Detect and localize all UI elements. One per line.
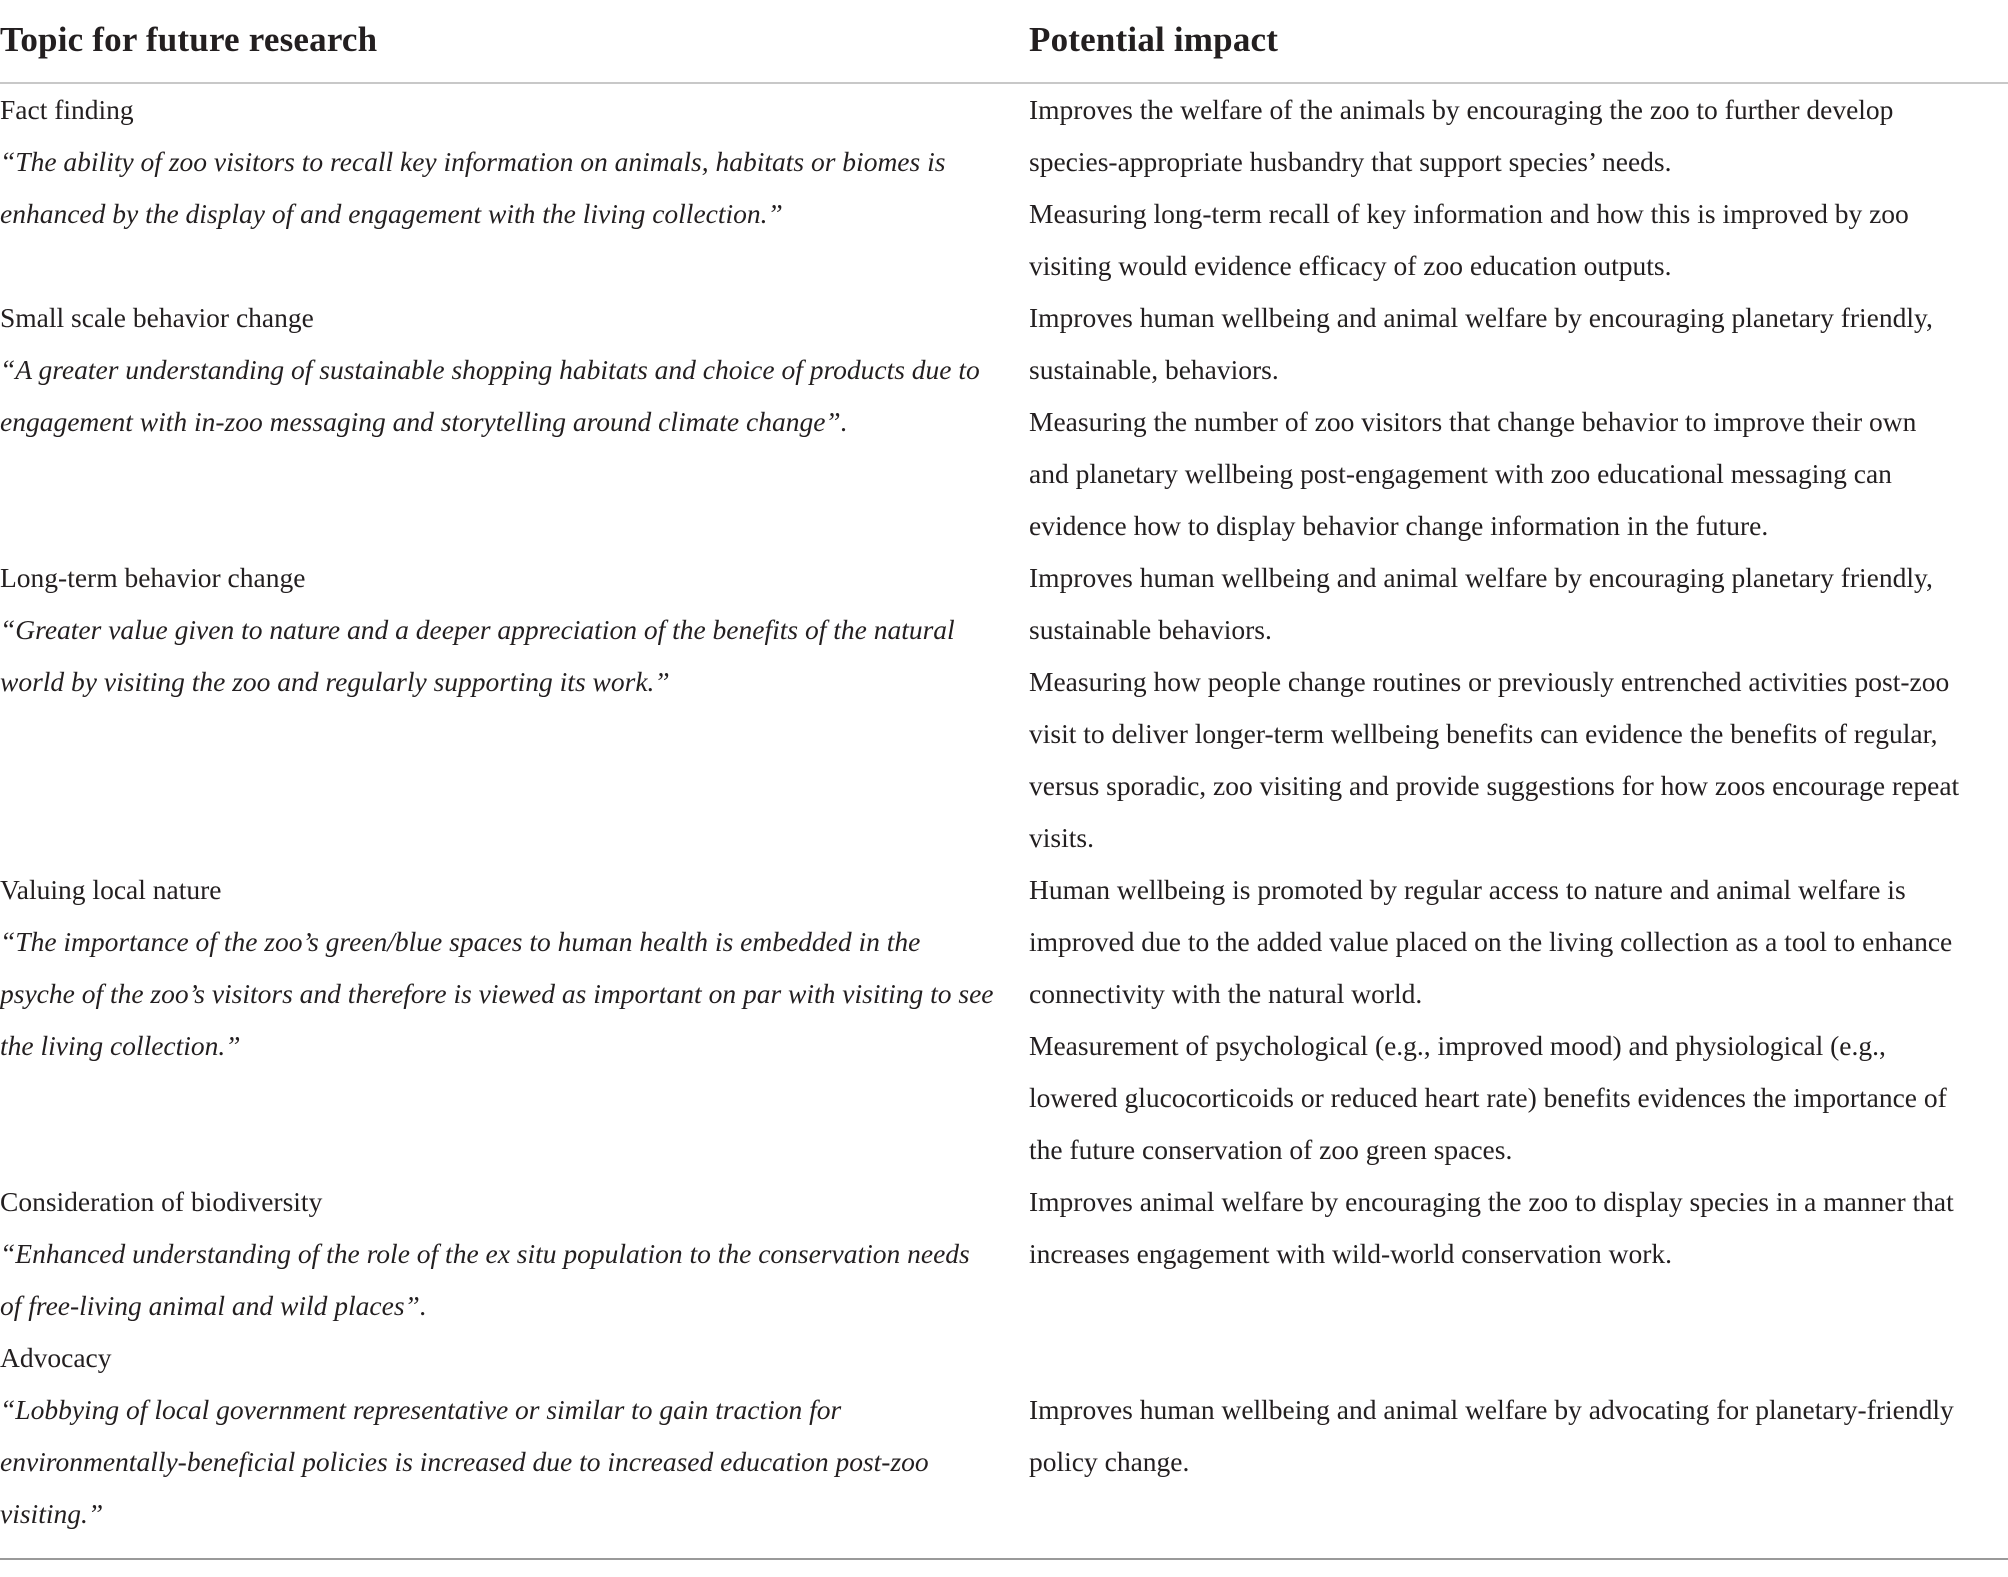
- impact-line: improved due to the added value placed on the living collection as a tool to enhance: [1029, 926, 1953, 957]
- table-header: [0, 0, 2008, 84]
- table-row: [0, 864, 2008, 1176]
- table-row: [0, 1332, 2008, 1540]
- topic-quote-line: environmentally-beneficial policies is increased due to increased education post-zoo: [0, 1446, 929, 1477]
- impact-line: evidence how to display behavior change information in the future.: [1029, 510, 1769, 541]
- topic-cell: [0, 292, 1029, 552]
- impact-line: Measuring the number of zoo visitors that change behavior to improve their own: [1029, 406, 1917, 437]
- topic-title: Valuing local nature: [0, 874, 222, 905]
- topic-quote-line: “Greater value given to nature and a deeper appreciation of the benefits of the natural: [0, 614, 955, 645]
- topic-quote-line: the living collection.”: [0, 1030, 241, 1061]
- topic-quote-line: engagement with in-zoo messaging and storytelling around climate change”.: [0, 406, 848, 437]
- table-row: [0, 84, 2008, 292]
- topic-quote-line: “The ability of zoo visitors to recall key information on animals, habitats or biomes is: [0, 146, 946, 177]
- impact-line: Improves the welfare of the animals by encouraging the zoo to further develop: [1029, 94, 1894, 125]
- impact-line: increases engagement with wild-world conservation work.: [1029, 1238, 1673, 1269]
- topic-title: Fact finding: [0, 94, 134, 125]
- impact-line: Improves human wellbeing and animal welfare by advocating for planetary-friendly: [1029, 1394, 1954, 1425]
- topic-cell: [0, 1176, 1029, 1332]
- impact-cell: [1029, 292, 2008, 552]
- impact-line: sustainable behaviors.: [1029, 614, 1272, 645]
- topic-quote-line: “Enhanced understanding of the role of the ex situ population to the conservation needs: [0, 1238, 970, 1269]
- topic-cell: [0, 1332, 1029, 1540]
- impact-line: visits.: [1029, 822, 1094, 853]
- impact-line: Improves human wellbeing and animal welfare by encouraging planetary friendly,: [1029, 302, 1933, 333]
- topic-quote-line: visiting.”: [0, 1498, 104, 1529]
- topic-quote-line: of free-living animal and wild places”.: [0, 1290, 427, 1321]
- impact-line: and planetary wellbeing post-engagement with zoo educational messaging can: [1029, 458, 1892, 489]
- topic-quote-line: world by visiting the zoo and regularly supporting its work.”: [0, 666, 670, 697]
- impact-line: sustainable, behaviors.: [1029, 354, 1279, 385]
- impact-line: lowered glucocorticoids or reduced heart rate) benefits evidences the importance of: [1029, 1082, 1947, 1113]
- topic-quote-line: “A greater understanding of sustainable shopping habitats and choice of products due to: [0, 354, 980, 385]
- impact-line: Improves human wellbeing and animal welfare by encouraging planetary friendly,: [1029, 562, 1933, 593]
- topic-cell: [0, 552, 1029, 864]
- impact-line: the future conservation of zoo green spaces.: [1029, 1134, 1513, 1165]
- impact-cell: [1029, 84, 2008, 292]
- topic-quote-line: “The importance of the zoo’s green/blue spaces to human health is embedded in the: [0, 926, 921, 957]
- impact-cell: [1029, 1176, 2008, 1332]
- table-row: [0, 292, 2008, 552]
- topic-title: Advocacy: [0, 1342, 112, 1373]
- header-impact: Potential impact: [1029, 20, 1279, 59]
- topic-quote-line: “Lobbying of local government representative or similar to gain traction for: [0, 1394, 842, 1425]
- table-body: [0, 84, 2008, 1540]
- impact-line: versus sporadic, zoo visiting and provide suggestions for how zoos encourage repeat: [1029, 770, 1960, 801]
- topic-cell: [0, 864, 1029, 1176]
- impact-line: Improves animal welfare by encouraging the zoo to display species in a manner that: [1029, 1186, 1954, 1217]
- impact-line: visit to deliver longer-term wellbeing benefits can evidence the benefits of regular,: [1029, 718, 1938, 749]
- impact-line: species-appropriate husbandry that support species’ needs.: [1029, 146, 1672, 177]
- topic-quote-line: enhanced by the display of and engagement with the living collection.”: [0, 198, 783, 229]
- header-topic: Topic for future research: [0, 20, 378, 59]
- impact-line: visiting would evidence efficacy of zoo education outputs.: [1029, 250, 1672, 281]
- topic-title: Small scale behavior change: [0, 302, 314, 333]
- topic-quote-line: psyche of the zoo’s visitors and therefore is viewed as important on par with visiting to see: [0, 978, 994, 1009]
- impact-line: connectivity with the natural world.: [1029, 978, 1423, 1009]
- impact-line: [1029, 1332, 2008, 1384]
- impact-line: policy change.: [1029, 1446, 1190, 1477]
- topic-title: Long-term behavior change: [0, 562, 306, 593]
- impact-line: Measuring long-term recall of key information and how this is improved by zoo: [1029, 198, 1909, 229]
- topic-cell: [0, 84, 1029, 292]
- table-bottom-rule: [0, 1558, 2008, 1560]
- table-row: [0, 552, 2008, 864]
- impact-cell: [1029, 864, 2008, 1176]
- table-row: [0, 1176, 2008, 1332]
- impact-line: Measuring how people change routines or previously entrenched activities post-zoo: [1029, 666, 1950, 697]
- impact-line: Human wellbeing is promoted by regular access to nature and animal welfare is: [1029, 874, 1906, 905]
- impact-cell: [1029, 552, 2008, 864]
- impact-cell: [1029, 1332, 2008, 1540]
- impact-line: Measurement of psychological (e.g., improved mood) and physiological (e.g.,: [1029, 1030, 1886, 1061]
- topic-title: Consideration of biodiversity: [0, 1186, 323, 1217]
